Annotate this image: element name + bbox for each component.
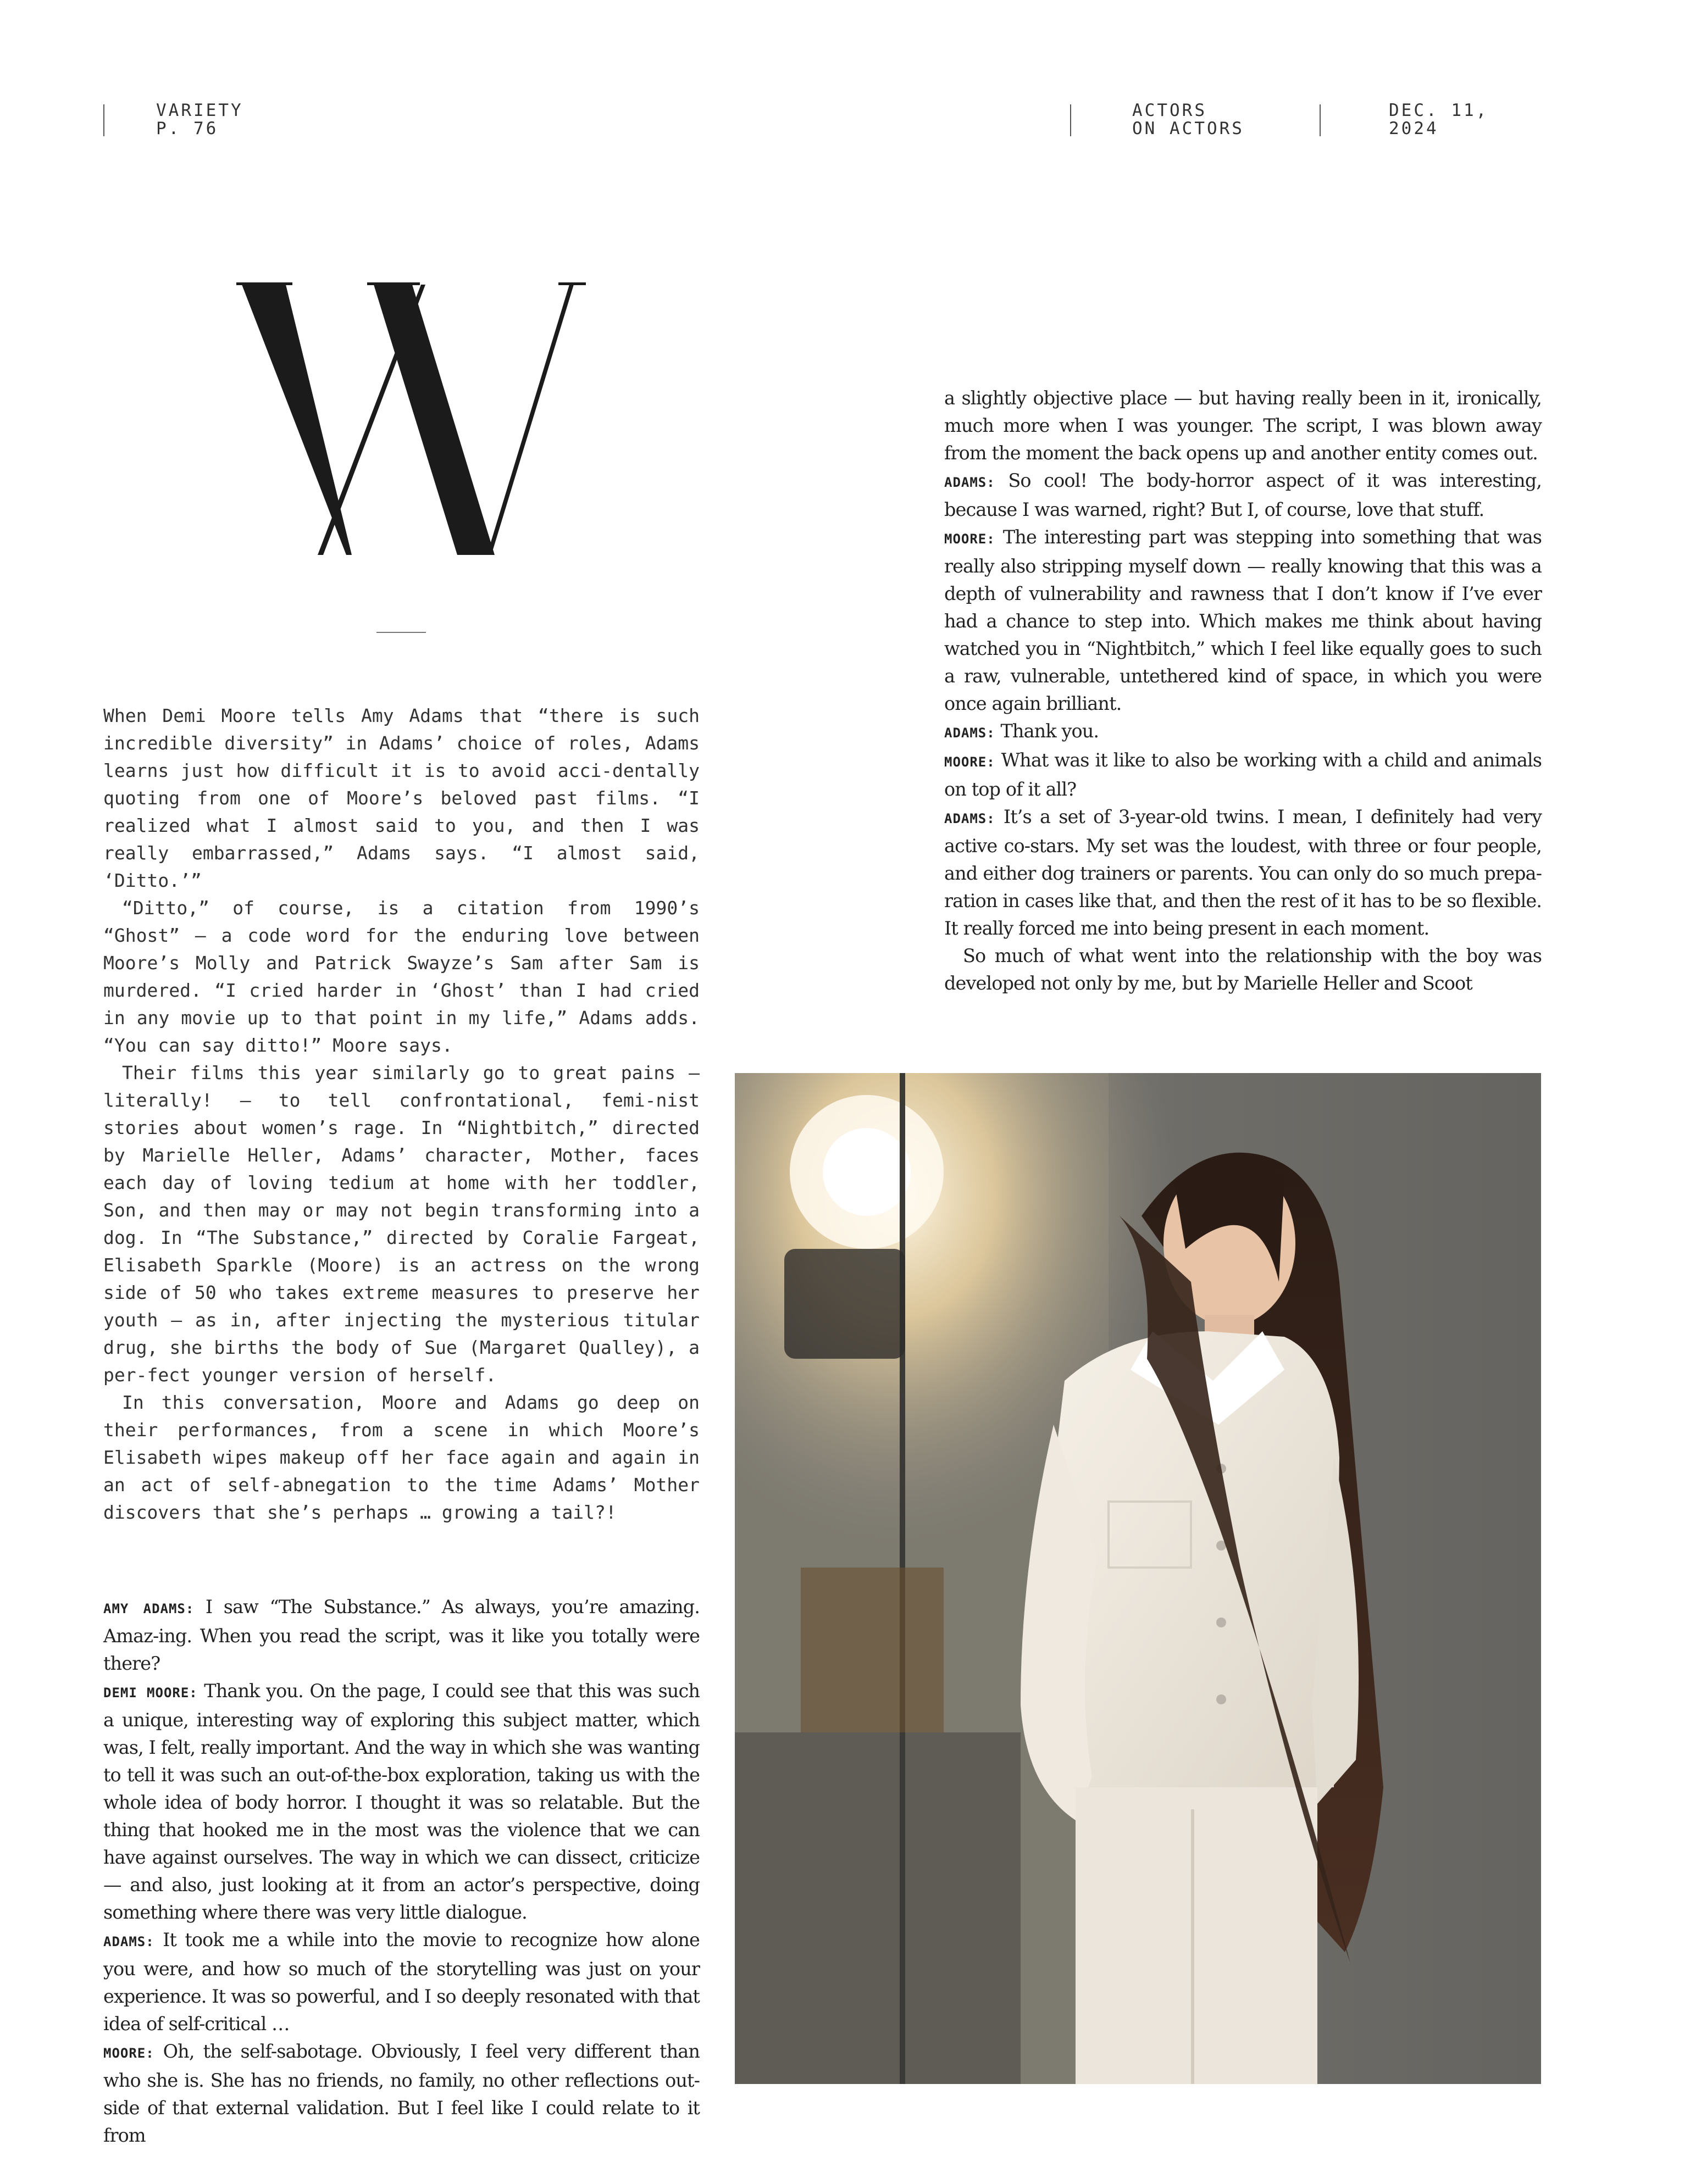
intro-paragraph: In this conversation, Moore and Adams go deep on their performances, from a scene in which Moore’s Elisabeth wipes makeup off her face again and again in an act of self-abnegation to the time Adams’ Mother discovers that she’s perhaps … growing a tail?! [103, 1392, 700, 1523]
qa-text: The interesting part was stepping into something that was really also stripping myself down — really knowing that this was a depth of vulnerability and rawness that I don’t know if I’ve ever had a chance to step into. Which makes me think about having watched you in “Nightbitch,” which I feel like equally goes to such a raw, vulnerable, untethered kind of space, in which you were once again brilliant. [944, 526, 1542, 714]
qa-text: So cool! The body-horror aspect of it was interesting, because I was warned, right? But I, of course, love that stuff. [944, 470, 1542, 520]
speaker-label: ADAMS: [944, 475, 995, 490]
publication-name: VARIETY [156, 101, 243, 120]
interview-column-right [944, 385, 1542, 997]
intro-paragraph: “Ditto,” of course, is a citation from 1990’s “Ghost” — a code word for the enduring love between Moore’s Molly and Patrick Swayze’s Sam after Sam is murdered. “I cried harder in ‘Ghost’ than I had cried in any movie up to that point in my life,” Adams adds. “You can say ditto!” Moore says. [103, 897, 700, 1056]
header-divider [1070, 104, 1071, 136]
speaker-label: MOORE: [944, 754, 995, 770]
header-section [1132, 102, 1244, 138]
speaker-label: AMY ADAMS: [103, 1601, 195, 1616]
qa-paragraph [103, 1926, 700, 2038]
qa-text: Oh, the self-sabotage. Obviously, I feel very different than who she is. She has no friends, no family, no other reflections out-side of that external validation. But I feel like I could relate to it from [103, 2041, 700, 2146]
qa-paragraph [944, 718, 1542, 747]
page-number: P. 76 [156, 119, 219, 138]
speaker-label: MOORE: [103, 2046, 154, 2061]
speaker-label: ADAMS: [944, 811, 995, 826]
date-line-2: 2024 [1389, 119, 1439, 138]
interview-column-left [103, 1593, 700, 2149]
section-line-1: ACTORS [1132, 101, 1207, 120]
intro-paragraph: Their films this year similarly go to great pains — literally! — to tell confrontational, femi-nist stories about women’s rage. In “Nightbitch,” directed by Marielle Heller, Adams’ character, Mother, faces each day of loving tedium at home with her toddler, Son, and then may or may not begin transforming into a dog. In “The Substance,” directed by Coralie Fargeat, Elisabeth Sparkle (Moore) is an actress on the wrong side of 50 who takes extreme measures to preserve her youth — as in, after injecting the mysterious titular drug, she births the body of Sue (Margaret Qualley), a per-fect younger version of herself. [103, 1062, 700, 1386]
article-intro [103, 702, 700, 1526]
portrait-photo [735, 1073, 1541, 2084]
qa-paragraph [944, 385, 1542, 467]
header-date [1389, 102, 1488, 138]
speaker-label: ADAMS: [944, 725, 995, 741]
section-line-2: ON ACTORS [1132, 119, 1244, 138]
qa-text: So much of what went into the relationship with the boy was developed not only by me, but by Marielle Heller and Scoot [944, 945, 1542, 994]
qa-text: Thank you. On the page, I could see that this was such a unique, interesting way of exploring this subject matter, which was, I felt, really important. And the way in which she was wanting to tell it was such an out-of-the-box exploration, taking us with the whole idea of body horror. I thought it was so relatable. But the thing that hooked me in the most was the violence that we can have against ourselves. The way in which we can dissect, criticize — and also, just looking at it from an actor’s perspective, doing something where there was very little dialogue. [103, 1680, 700, 1923]
qa-text: a slightly objective place — but having really been in it, ironically, much more when I was younger. The script, I was blown away from the moment the back opens up and another entity comes out. [944, 387, 1542, 464]
qa-paragraph [944, 524, 1542, 718]
date-line-1: DEC. 11, [1389, 101, 1489, 120]
qa-text: Thank you. [995, 720, 1099, 742]
qa-paragraph [103, 1677, 700, 1926]
qa-text: What was it like to also be working with a child and animals on top of it all? [944, 749, 1542, 800]
qa-text: It’s a set of 3-year-old twins. I mean, I definitely had very active co-stars. My set was the loudest, with three or four people, and either dog trainers or parents. You can only do so much prepa-ration in cases like that, and then the rest of it has to be so flexible. It really forced me into being present in each moment. [944, 806, 1542, 939]
speaker-label: MOORE: [944, 531, 995, 547]
header-divider [103, 104, 104, 136]
ornament-rule [376, 632, 426, 633]
drop-cap [236, 258, 594, 566]
qa-paragraph [103, 2038, 700, 2149]
header-divider [1320, 104, 1321, 136]
qa-text: I saw “The Substance.” As always, you’re amazing. Amaz-ing. When you read the script, was it like you totally were there? [103, 1596, 700, 1674]
qa-paragraph [944, 942, 1542, 997]
intro-paragraph: When Demi Moore tells Amy Adams that “there is such incredible diversity” in Adams’ choice of roles, Adams learns just how difficult it is to avoid acci-dentally quoting from one of Moore’s beloved past films. “I realized what I almost said to you, and then I was really embarrassed,” Adams says. “I almost said, ‘Ditto.’” [103, 705, 700, 891]
qa-paragraph [103, 1593, 700, 1677]
qa-paragraph [944, 747, 1542, 803]
qa-paragraph [944, 803, 1542, 942]
speaker-label: DEMI MOORE: [103, 1685, 198, 1700]
qa-text: It took me a while into the movie to recognize how alone you were, and how so much of the storytelling was just on your experience. It was so powerful, and I so deeply resonated with that idea of self-critical … [103, 1929, 700, 2035]
qa-paragraph [944, 467, 1542, 524]
speaker-label: ADAMS: [103, 1934, 154, 1949]
header-publication [156, 102, 243, 138]
